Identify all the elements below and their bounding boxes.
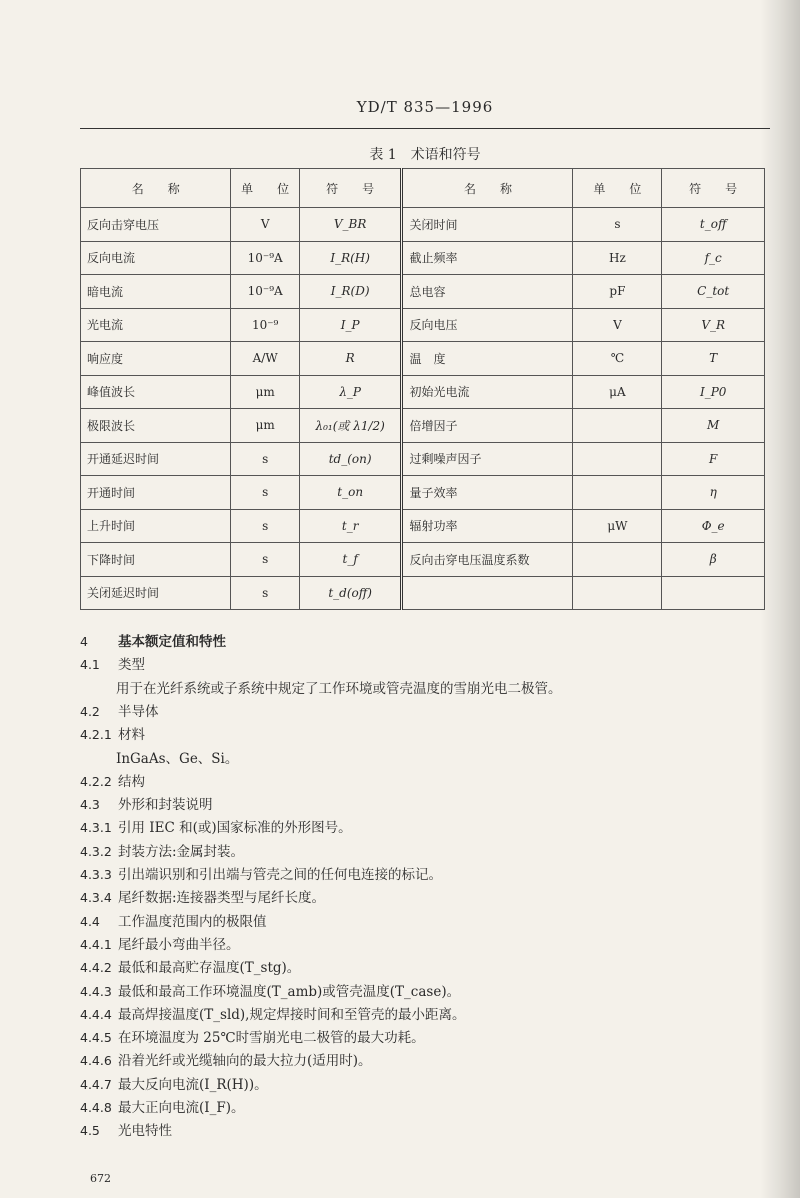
section-line (80, 1073, 268, 1093)
header-symbol: 符 号 (299, 169, 402, 208)
section-text: 用于在光纤系统或子系统中规定了工作环境或管壳温度的雪崩光电二极管。 (116, 680, 562, 697)
section-text: 最低和最高工作环境温度(T_amb)或管壳温度(T_case)。 (118, 983, 461, 1000)
section-text: 最低和最高贮存温度(T_stg)。 (118, 960, 301, 977)
section-line (80, 630, 226, 650)
term-unit: s (231, 543, 299, 577)
section-text: 尾纤数据:连接器类型与尾纤长度。 (118, 890, 326, 907)
term-name: 反向电流 (81, 241, 231, 275)
term-name: 光电流 (81, 308, 231, 342)
term-unit-2 (573, 576, 662, 610)
section-number: 4.3 (80, 797, 100, 813)
term-unit-2: pF (573, 275, 662, 309)
section-number: 4.4.7 (80, 1076, 112, 1092)
section-text: 沿着光纤或光缆轴向的最大拉力(适用时)。 (118, 1053, 372, 1070)
term-symbol: t_f (299, 543, 402, 577)
section-text: 引出端识别和引出端与管壳之间的任何电连接的标记。 (118, 867, 442, 883)
term-symbol: I_R(H) (299, 241, 402, 275)
header-name-2: 名 称 (402, 169, 573, 208)
term-unit: A/W (231, 342, 299, 376)
term-symbol: t_r (299, 509, 402, 543)
term-symbol: t_d(off) (299, 576, 402, 610)
term-symbol: V_BR (299, 208, 402, 242)
term-symbol-2: I_P0 (662, 375, 765, 409)
section-text: 材料 (118, 727, 145, 744)
section-line (80, 723, 145, 743)
term-name: 上升时间 (81, 509, 231, 543)
section-text: 类型 (118, 657, 145, 674)
section-line (116, 677, 562, 697)
term-unit-2: ℃ (573, 342, 662, 376)
term-name-2 (402, 576, 573, 610)
term-symbol: td_(on) (299, 442, 402, 476)
term-name: 峰值波长 (81, 375, 231, 409)
term-name: 响应度 (81, 342, 231, 376)
term-name-2: 初始光电流 (402, 375, 573, 409)
term-unit-2: s (573, 208, 662, 242)
term-symbol: λ₀₁(或 λ1/2) (299, 409, 402, 443)
section-line (80, 840, 244, 860)
term-unit-2: μA (573, 375, 662, 409)
section-number: 4.1 (80, 657, 100, 673)
section-line (116, 747, 238, 767)
terms-symbols-table (80, 168, 765, 610)
term-name-2: 反向击穿电压温度系数 (402, 543, 573, 577)
section-text: InGaAs、Ge、Si。 (116, 750, 239, 767)
section-line (80, 910, 267, 930)
table-row (81, 308, 765, 342)
section-number: 4.4.5 (80, 1030, 112, 1046)
section-line (80, 793, 213, 813)
table-row (81, 275, 765, 309)
term-name: 下降时间 (81, 543, 231, 577)
table-row (81, 509, 765, 543)
section-line (80, 980, 460, 1000)
header-unit: 单 位 (231, 169, 299, 208)
table-row (81, 442, 765, 476)
section-number: 4.2.1 (80, 727, 112, 743)
section-number: 4.4.3 (80, 983, 112, 999)
section-text: 基本额定值和特性 (118, 634, 226, 650)
section-text: 最高焊接温度(T_sld),规定焊接时间和至管壳的最小距离。 (118, 1006, 466, 1023)
term-unit: s (231, 476, 299, 510)
section-line (80, 886, 325, 906)
section-line (80, 863, 442, 883)
section-line (80, 933, 240, 953)
term-unit-2 (573, 442, 662, 476)
term-symbol-2: C_tot (662, 275, 765, 309)
term-unit: μm (231, 409, 299, 443)
term-symbol: I_R(D) (299, 275, 402, 309)
term-symbol-2: T (662, 342, 765, 376)
term-name: 关闭延迟时间 (81, 576, 231, 610)
header-name: 名 称 (81, 169, 231, 208)
term-symbol: R (299, 342, 402, 376)
table-row (81, 342, 765, 376)
section-line (80, 1096, 244, 1116)
section-number: 4.4.1 (80, 936, 112, 952)
header-rule (80, 128, 770, 129)
section-number: 4.5 (80, 1123, 100, 1139)
term-unit-2 (573, 409, 662, 443)
term-symbol-2: t_off (662, 208, 765, 242)
table-header-row (81, 169, 765, 208)
section-number: 4.4.8 (80, 1100, 112, 1115)
term-name-2: 关闭时间 (402, 208, 573, 242)
table-row (81, 375, 765, 409)
section-line (80, 956, 300, 976)
section-text: 最大正向电流(I_F)。 (118, 1100, 245, 1116)
term-name-2: 温 度 (402, 342, 573, 376)
term-name-2: 倍增因子 (402, 409, 573, 443)
section-text: 尾纤最小弯曲半径。 (118, 936, 240, 953)
section-number: 4.3.4 (80, 890, 112, 906)
section-text: 引用 IEC 和(或)国家标准的外形图号。 (118, 820, 352, 837)
term-unit: s (231, 509, 299, 543)
standard-code-header: YD/T 835—1996 (356, 98, 494, 116)
table-row (81, 241, 765, 275)
page-number: 672 (90, 1172, 111, 1185)
table-row (81, 409, 765, 443)
header-symbol-2: 符 号 (662, 169, 765, 208)
term-name-2: 量子效率 (402, 476, 573, 510)
section-text: 在环境温度为 25℃时雪崩光电二极管的最大功耗。 (118, 1030, 425, 1047)
term-symbol-2 (662, 576, 765, 610)
term-name-2: 过剩噪声因子 (402, 442, 573, 476)
section-number: 4.4 (80, 913, 100, 929)
section-line (80, 1119, 172, 1139)
term-symbol: λ_P (299, 375, 402, 409)
section-number: 4.3.2 (80, 843, 112, 859)
section-number: 4.3.3 (80, 867, 112, 882)
term-name: 开通时间 (81, 476, 231, 510)
section-text: 封装方法:金属封装。 (118, 843, 245, 860)
table-row (81, 208, 765, 242)
section-text: 光电特性 (118, 1123, 172, 1140)
page-edge-shadow (760, 0, 800, 1198)
section-line (80, 653, 145, 673)
section-line (80, 700, 159, 720)
section-line (80, 816, 352, 836)
section-text: 半导体 (118, 703, 159, 720)
term-name-2: 总电容 (402, 275, 573, 309)
term-name-2: 辐射功率 (402, 509, 573, 543)
term-symbol-2: V_R (662, 308, 765, 342)
term-unit: s (231, 442, 299, 476)
term-symbol-2: M (662, 409, 765, 443)
term-unit: 10⁻⁹A (231, 275, 299, 309)
section-number: 4.4.2 (80, 960, 112, 976)
term-unit: 10⁻⁹A (231, 241, 299, 275)
table-caption: 表 1 术语和符号 (369, 147, 481, 163)
term-unit: s (231, 576, 299, 610)
section-number: 4.4.6 (80, 1053, 112, 1069)
section-line (80, 1026, 425, 1046)
term-symbol-2: f_c (662, 241, 765, 275)
header-unit-2: 单 位 (573, 169, 662, 208)
term-name-2: 反向电压 (402, 308, 573, 342)
term-unit-2: μW (573, 509, 662, 543)
term-name: 极限波长 (81, 409, 231, 443)
term-name-2: 截止频率 (402, 241, 573, 275)
section-number: 4.3.1 (80, 820, 112, 836)
term-unit-2 (573, 543, 662, 577)
section-text: 工作温度范围内的极限值 (118, 913, 267, 930)
term-unit-2 (573, 476, 662, 510)
term-name: 暗电流 (81, 275, 231, 309)
term-unit-2: Hz (573, 241, 662, 275)
term-unit: 10⁻⁹ (231, 308, 299, 342)
term-symbol-2: F (662, 442, 765, 476)
section-line (80, 770, 145, 790)
section-line (80, 1049, 372, 1069)
section-text: 最大反向电流(I_R(H))。 (118, 1076, 268, 1093)
section-number: 4.2.2 (80, 773, 112, 789)
section-number: 4.2 (80, 703, 100, 719)
section-number: 4 (80, 634, 88, 649)
section-text: 外形和封装说明 (118, 797, 213, 814)
term-symbol-2: β (662, 543, 765, 577)
section-text: 结构 (118, 773, 145, 790)
section-number: 4.4.4 (80, 1006, 112, 1022)
term-symbol: t_on (299, 476, 402, 510)
term-unit-2: V (573, 308, 662, 342)
term-symbol-2: Φ_e (662, 509, 765, 543)
term-name: 开通延迟时间 (81, 442, 231, 476)
table-row (81, 543, 765, 577)
term-unit: μm (231, 375, 299, 409)
term-unit: V (231, 208, 299, 242)
table-row (81, 476, 765, 510)
term-symbol-2: η (662, 476, 765, 510)
term-symbol: I_P (299, 308, 402, 342)
table-row (81, 576, 765, 610)
term-name: 反向击穿电压 (81, 208, 231, 242)
section-line (80, 1003, 465, 1023)
